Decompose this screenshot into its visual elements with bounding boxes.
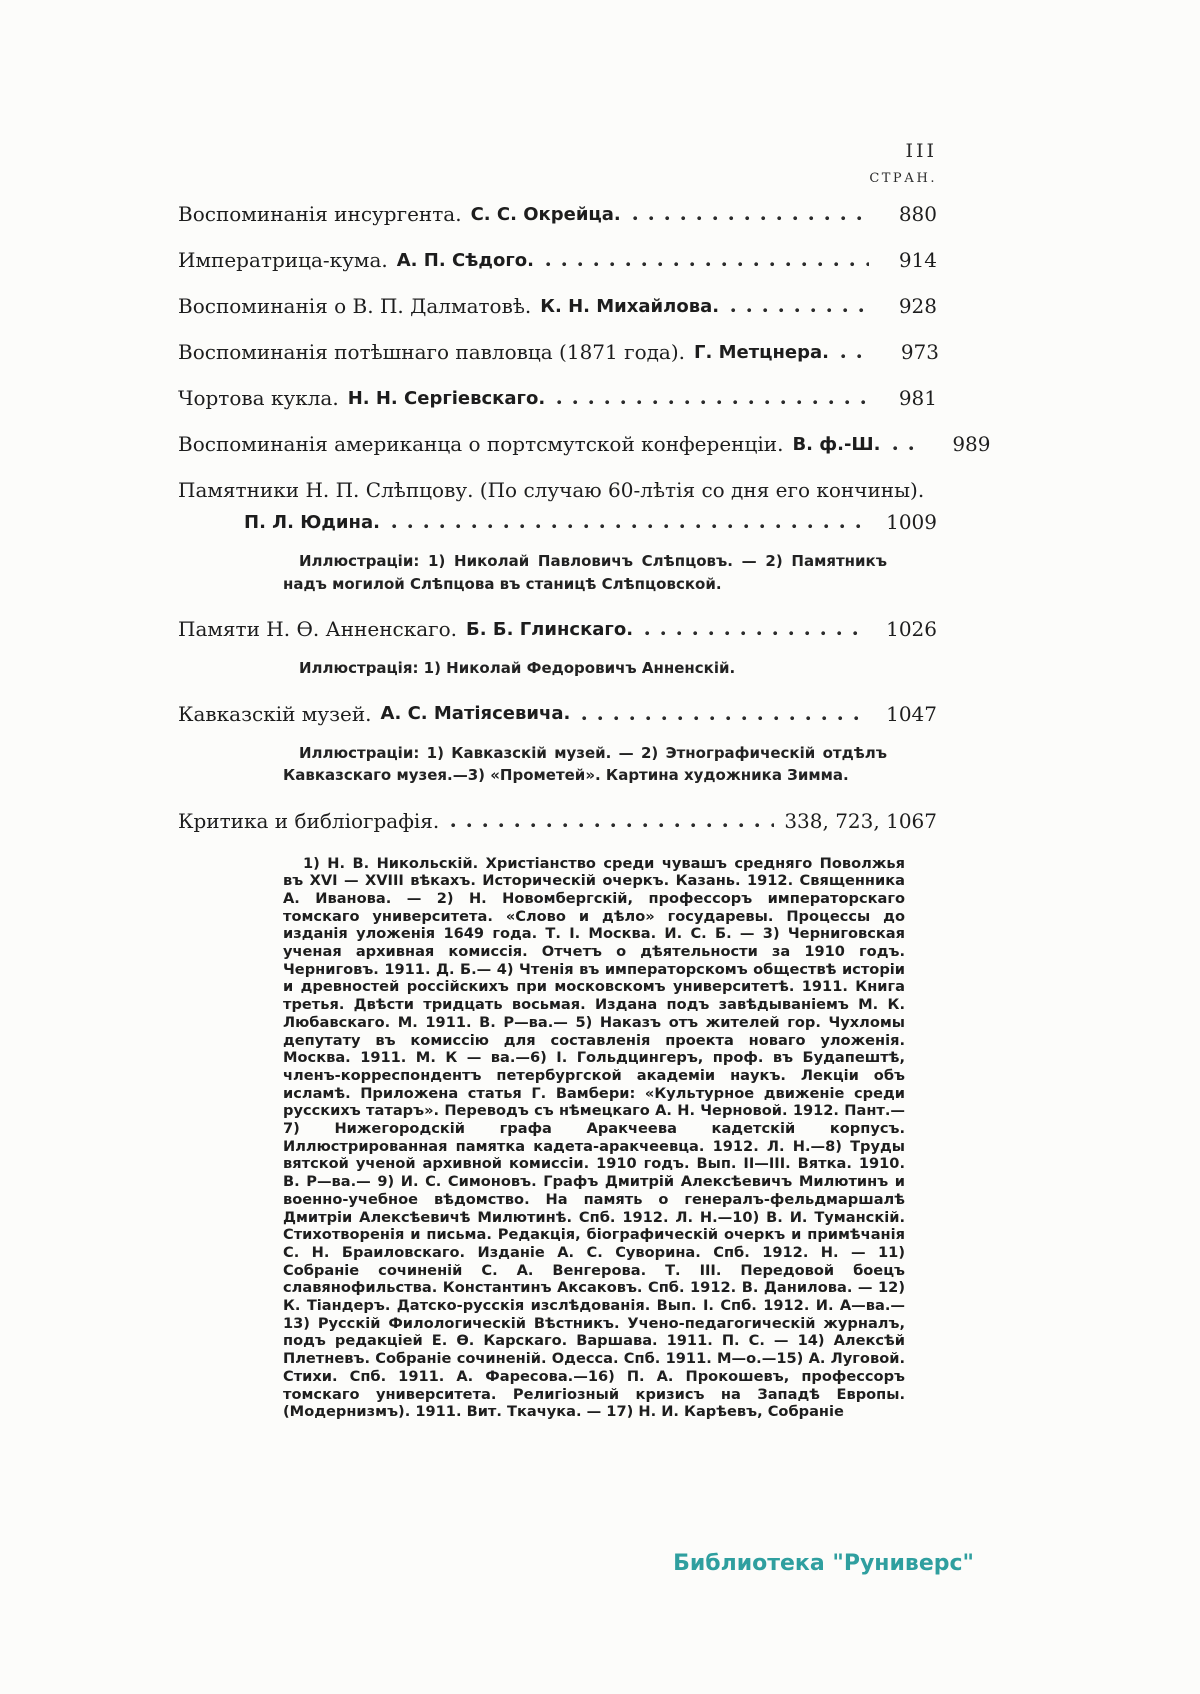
dot-leader — [392, 524, 869, 529]
entry-page-number: 880 — [898, 202, 937, 226]
entry-title: Кавказскій музей. — [178, 701, 372, 726]
toc-entry — [178, 202, 937, 227]
entry-page-number: 981 — [898, 386, 937, 410]
entry-page-number: 914 — [898, 248, 937, 272]
entry-title: Воспоминанія инсургента. — [178, 202, 462, 226]
entry-author: А. С. Матіясевича. — [380, 703, 571, 724]
dot-leader — [582, 716, 869, 721]
entry-illustrations-note: Иллюстраціи: 1) Николай Павловичъ Слѣпцовъ. — 2) Памятникъ надъ могилой Слѣпцова въ станицѣ Слѣпцовской. — [283, 552, 887, 593]
entry-author: В. ф.-Ш. — [792, 433, 881, 455]
entry-page-number: 928 — [898, 294, 937, 318]
dot-leader — [893, 446, 923, 451]
library-watermark: Библиотека "Руниверс" — [673, 1551, 974, 1576]
dot-leader — [451, 823, 774, 828]
toc-entry — [178, 702, 937, 787]
entry-author: К. Н. Михайлова. — [540, 295, 720, 317]
entry-illustrations-note: Иллюстраціи: 1) Кавказскій музей. — 2) Этнографическій отдѣлъ Кавказскаго музея.—3) «Прометей». Картина художника Зимма. — [283, 743, 887, 784]
bibliography-section: 1) Н. В. Никольскій. Христіанство среди чувашъ средняго Поволжья въ XVI — XVIII вѣкахъ. Историческій очеркъ. Казань. 1912. Священника А. Иванова. — 2) Н. Новомбергскій, профессоръ императорскаго томскаго университета. «Слово и дѣло» государевы. Процессы до изданія уложенія 1649 года. Т. I. Москва. И. С. Б. — 3) Черниговская ученая архивная комиссія. Отчетъ о дѣятельности за 1910 годъ. Черниговъ. 1911. Д. Б.— 4) Чтенія въ императорскомъ обществѣ исторіи и древностей россійскихъ при московскомъ университетѣ. 1911. Книга третья. Двѣсти тридцать восьмая. Издана подъ завѣдываніемъ М. К. Любавскаго. М. 1911. В. Р—ва.— 5) Наказъ отъ жителей гор. Чухломы депутату въ комиссію для составленія проекта новаго уложенія. Москва. 1911. М. К — ва.—6) І. Гольдцингеръ, проф. въ Будапештѣ, членъ-корреспондентъ петербургской академіи наукъ. Лекціи объ исламѣ. Приложена статья Г. Вамбери: «Культурное движеніе среди русскихъ татаръ». Переводъ съ нѣмецкаго А. Н. Черновой. 1912. Пант.—7) Нижегородскій графа Аракчеева кадетскій корпусъ. Иллюстрированная памятка кадета-аракчеевца. 1912. Л. Н.—8) Труды вятской ученой архивной комиссіи. 1910 годъ. Вып. II—III. Вятка. 1910. В. Р—ва.— 9) И. С. Симоновъ. Графъ Дмитрій Алексѣевичъ Милютинъ и военно-учебное вѣдомство. На память о генералъ-фельдмаршалѣ Дмитріи Алексѣевичѣ Милютинѣ. Спб. 1912. Л. Н.—10) В. И. Туманскій. Стихотворенія и письма. Редакція, біографическій очеркъ и примѣчанія С. Н. Браиловскаго. Изданіе А. С. Суворина. Спб. 1912. Н. — 11) Собраніе сочиненій С. А. Венгерова. Т. III. Передовой боецъ славянофильства. Константинъ Аксаковъ. Спб. 1912. В. Данилова. — 12) К. Тіандеръ. Датско-русскія изслѣдованія. Вып. I. Спб. 1912. И. А—ва.—13) Русскій Филологическій Вѣстникъ. Учено-педагогическій журналъ, подъ редакціей Е. Ѳ. Карскаго. Варшава. 1911. П. С. — 14) Алексѣй Плетневъ. Собраніе сочиненій. Одесса. Спб. 1911. М—о.—15) А. Луговой. Стихи. Спб. 1911. А. Фаресова.—16) П. А. Прокошевъ, профессоръ томскаго университета. Религіозный кризисъ на Западѣ Европы. (Модернизмъ). 1911. Вит. Ткачука. — 17) Н. И. Карѣевъ, Собраніе — [283, 854, 905, 1421]
entry-page-number: 338, 723, 1067 — [784, 808, 937, 833]
entry-title: Памятники Н. П. Слѣпцову. (По случаю 60-лѣтія со дня его кончины). — [178, 478, 925, 502]
entry-author: П. Л. Юдина. — [244, 511, 380, 533]
entry-author: Н. Н. Сергіевскаго. — [347, 387, 546, 409]
entry-title: Воспоминанія о В. П. Далматовѣ. — [178, 294, 532, 318]
toc-entry — [178, 340, 937, 365]
dot-leader — [731, 308, 869, 313]
toc-entry — [178, 294, 937, 319]
entry-author: Б. Б. Глинскаго. — [466, 618, 634, 640]
toc-entry — [178, 248, 937, 273]
entry-page-number: 1026 — [886, 617, 937, 641]
entry-title: Памяти Н. Ѳ. Анненскаго. — [178, 617, 458, 641]
entry-page-number: 973 — [900, 340, 939, 364]
entry-title: Воспоминанія потѣшнаго павловца (1871 года). — [178, 340, 686, 364]
entry-page-number: 1047 — [886, 701, 937, 726]
dot-leader — [841, 354, 871, 359]
entry-page-number: 1009 — [886, 510, 937, 534]
pages-column-header: СТРАН. — [869, 171, 937, 186]
dot-leader — [645, 631, 869, 636]
entry-author: А. П. Сѣдого. — [396, 249, 534, 271]
entry-page-number: 989 — [952, 432, 991, 456]
entry-title: Императрица-кума. — [178, 248, 388, 272]
page-number: III — [905, 140, 937, 162]
table-of-contents — [178, 202, 991, 834]
entry-author: Г. Метцнера. — [694, 341, 829, 363]
entry-title: Воспоминанія американца о портсмутской конференціи. — [178, 432, 784, 456]
toc-entry — [178, 386, 937, 411]
entry-title: Чортова кукла. — [178, 386, 339, 410]
dot-leader — [557, 400, 869, 405]
toc-entry — [178, 617, 937, 680]
entry-illustrations-note: Иллюстрація: 1) Николай Федоровичъ Анненскій. — [299, 659, 736, 677]
entry-title: Критика и библіографія. — [178, 808, 440, 833]
toc-entry — [178, 478, 937, 595]
entry-author: С. С. Окрейца. — [470, 203, 621, 225]
dot-leader — [546, 262, 869, 267]
dot-leader — [633, 216, 869, 221]
toc-entry — [178, 432, 991, 457]
toc-entry — [178, 809, 937, 834]
